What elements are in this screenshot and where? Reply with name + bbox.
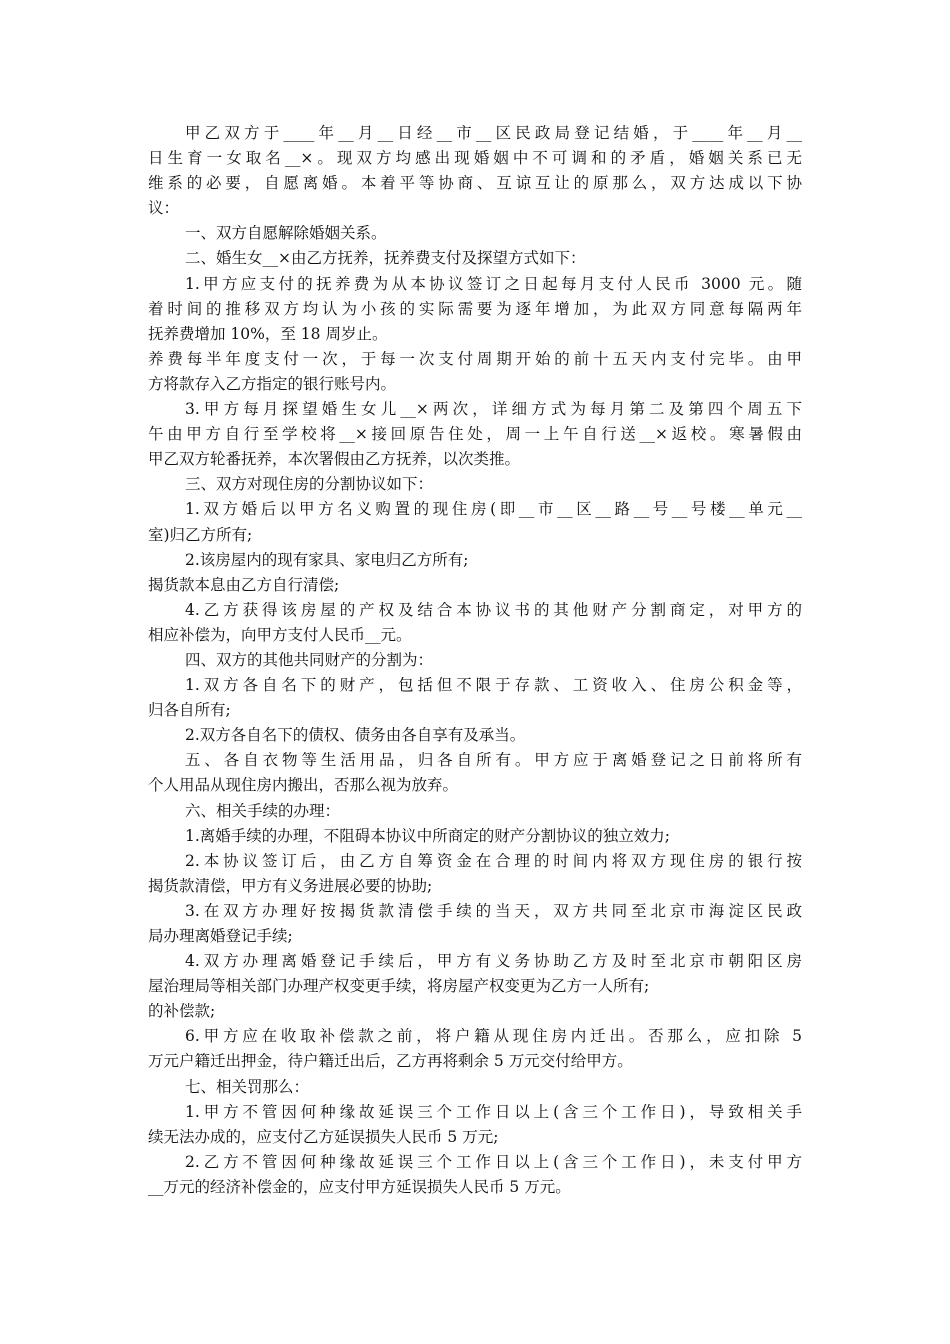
text-line: 五、各自衣物等生活用品，归各自所有。甲方应于离婚登记之日前将所有 [185, 751, 802, 770]
text-line: 6.甲方应在收取补偿款之前，将户籍从现住房内迁出。否那么，应扣除 5 [185, 1027, 802, 1046]
text-line: 甲乙双方轮番抚养，本次署假由乙方抚养，以次类推。 [148, 450, 521, 469]
text-line: 4.双方办理离婚登记手续后，甲方有义务协助乙方及时至北京市朝阳区房 [185, 952, 802, 971]
text-line: 六、相关手续的办理： [185, 801, 341, 820]
text-line: 续无法办成的，应支付乙方延误损失人民币 5 万元; [148, 1127, 499, 1146]
text-line: 1.甲方不管因何种缘故延误三个工作日以上(含三个工作日)，导致相关手 [185, 1102, 802, 1121]
text-line: 日生育一女取名__×。现双方均感出现婚姻中不可调和的矛盾，婚姻关系已无 [148, 149, 802, 168]
text-line: 2.双方各自名下的债权、债务由各自享有及承当。 [185, 726, 526, 745]
text-line: 相应补偿为，向甲方支付人民币__元。 [148, 625, 412, 644]
text-line: 2.乙方不管因何种缘故延误三个工作日以上(含三个工作日)，未支付甲方 [185, 1152, 802, 1171]
text-line: 方将款存入乙方指定的银行账号内。 [148, 374, 397, 393]
text-line: 1.双方婚后以甲方名义购置的现住房(即__市__区__路__号__号楼__单元__ [185, 500, 802, 519]
text-line: 维系的必要，自愿离婚。本着平等协商、互谅互让的原那么，双方达成以下协 [148, 174, 802, 193]
text-line: 3.在双方办理好按揭货款清偿手续的当天，双方共同至北京市海淀区民政 [185, 901, 802, 920]
document-body [148, 121, 802, 1200]
text-line: 室)归乙方所有; [148, 525, 253, 544]
text-line: 揭货款清偿，甲方有义务进展必要的协助; [148, 876, 433, 895]
text-line: __万元的经济补偿金的，应支付甲方延误损失人民币 5 万元。 [148, 1177, 571, 1196]
text-line: 养费每半年度支付一次，于每一次支付周期开始的前十五天内支付完毕。由甲 [148, 349, 802, 368]
text-line: 局办理离婚登记手续; [148, 927, 293, 945]
text-line: 二、婚生女__×由乙方抚养，抚养费支付及探望方式如下： [185, 249, 586, 268]
text-line: 着时间的推移双方均认为小孩的实际需要为逐年增加，为此双方同意每隔两年 [148, 299, 802, 318]
text-line: 的补偿款; [148, 1002, 216, 1021]
text-line: 四、双方的其他共同财产的分割为： [185, 650, 434, 669]
text-line: 三、双方对现住房的分割协议如下： [185, 475, 434, 494]
text-line: 3.甲方每月探望婚生女儿__×两次，详细方式为每月第二及第四个周五下 [185, 400, 802, 419]
text-line: 1.甲方应支付的抚养费为从本协议签订之日起每月支付人民币 3000 元。随 [185, 274, 802, 293]
text-line: 甲乙双方于____年__月__日经__市__区民政局登记结婚，于____年__月__ [185, 124, 802, 142]
text-line: 2.该房屋内的现有家具、家电归乙方所有; [185, 550, 469, 569]
text-line: 议： [148, 199, 180, 218]
text-line: 归各自所有; [148, 701, 231, 720]
text-line: 1.离婚手续的办理，不阻碍本协议中所商定的财产分割协议的独立效力; [185, 826, 671, 845]
text-line: 抚养费增加 10%，至 18 周岁止。 [148, 324, 388, 343]
text-line: 屋治理局等相关部门办理产权变更手续，将房屋产权变更为乙方一人所有; [148, 977, 650, 996]
text-line: 七、相关罚那么： [185, 1077, 310, 1096]
text-line: 一、双方自愿解除婚姻关系。 [185, 224, 387, 243]
text-line: 4.乙方获得该房屋的产权及结合本协议书的其他财产分割商定，对甲方的 [185, 600, 802, 619]
text-line: 揭货款本息由乙方自行清偿; [148, 575, 340, 594]
text-line: 2.本协议签订后，由乙方自筹资金在合理的时间内将双方现住房的银行按 [185, 851, 802, 870]
text-line: 个人用品从现住房内搬出，否那么视为放弃。 [148, 776, 459, 795]
text-line: 万元户籍迁出押金，待户籍迁出后，乙方再将剩余 5 万元交付给甲方。 [148, 1052, 633, 1071]
text-line: 1.双方各自名下的财产，包括但不限于存款、工资收入、住房公积金等， [185, 676, 802, 695]
text-line: 午由甲方自行至学校将__×接回原告住处，周一上午自行送__×返校。寒暑假由 [148, 425, 802, 444]
